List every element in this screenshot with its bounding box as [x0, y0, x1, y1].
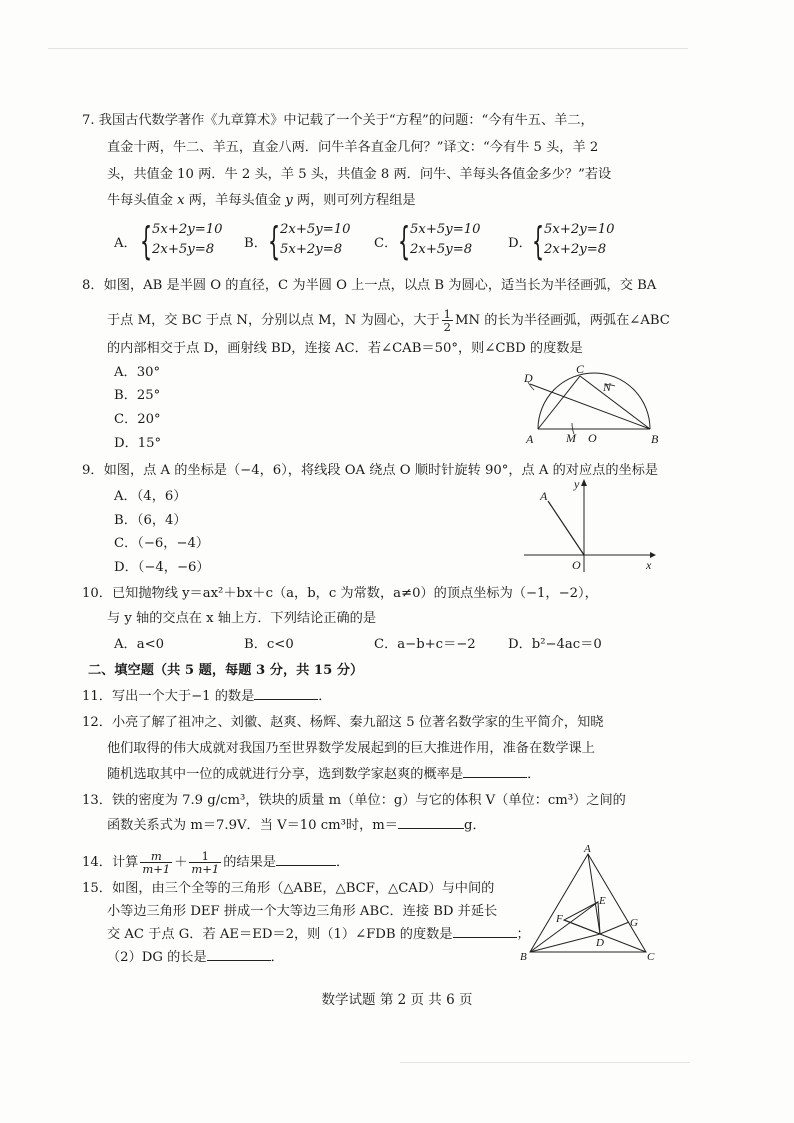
q9-label-o: O — [572, 558, 581, 572]
brace-icon: { — [140, 219, 153, 263]
q7-line-4-b: 两，羊每头值金 — [184, 193, 286, 208]
q7-option-b-label: B． — [244, 236, 267, 251]
q15-line-2: 小等边三角形 DEF 拼成一个大等边三角形 ABC．连接 BD 并延长 — [107, 904, 498, 919]
q9-line-1: 9．如图，点 A 的坐标是（−4，6），将线段 OA 绕点 O 顺时针旋转 90°，点 A 的对应点的坐标是 — [82, 463, 659, 478]
q12-answer-blank[interactable] — [463, 777, 527, 778]
q15-answer-blank-1[interactable] — [453, 937, 517, 938]
q15-line-3 — [107, 926, 530, 944]
q14-f1-den: m+1 — [142, 862, 171, 876]
q8-label-c: C — [576, 362, 585, 376]
q12-line-3-text: 随机选取其中一位的成就进行分享，选到数学家赵爽的概率是 — [107, 767, 464, 782]
q8-line-3: 的内部相交于点 D，画射线 BD，连接 AC．若∠CAB＝50°，则∠CBD 的度数是 — [107, 341, 583, 356]
q15-line-1: 15．如图，由三个全等的三角形（△ABE，△BCF，△CAD）与中间的 — [82, 881, 495, 896]
q9-label-x: x — [646, 558, 652, 572]
q13-answer-blank[interactable] — [398, 828, 464, 829]
page-footer: 数学试题 第 2 页 共 6 页 — [321, 992, 473, 1008]
q8-label-n: N — [603, 380, 612, 394]
q7-option-c-label: C． — [374, 236, 398, 251]
q14-answer-blank[interactable] — [276, 865, 336, 866]
q7-d-eq2: 2x+2y=8 — [544, 242, 607, 257]
bottom-scan-line — [400, 1062, 690, 1063]
q8-option-d[interactable]: D．15° — [114, 436, 162, 451]
q10-option-c[interactable]: C．a−b+c＝−2 — [374, 637, 476, 652]
q8-line-2 — [107, 308, 670, 333]
q12-line-3 — [107, 766, 540, 784]
q7-c-eq1: 5x+5y=10 — [410, 222, 481, 237]
q7-c-eq2: 2x+5y=8 — [410, 242, 473, 257]
q15-label-a: A — [584, 843, 591, 855]
q15-label-e: E — [599, 895, 606, 907]
q12-end: ． — [527, 767, 541, 782]
q9-label-a: A — [540, 489, 548, 503]
section-2-title: 二、填空题（共 5 题，每题 3 分，共 15 分） — [88, 663, 364, 678]
q13-end: g． — [464, 818, 486, 833]
q14-f2-num: 1 — [189, 850, 221, 863]
q15-line-3-end: ； — [516, 927, 530, 942]
q12-line-2: 他们取得的伟大成就对我国乃至世界数学发展起到的巨大推进作用，准备在数学课上 — [107, 741, 595, 756]
q7-line-4 — [107, 192, 416, 210]
q14-post: 的结果是 — [223, 855, 276, 870]
q11-end: ． — [318, 689, 332, 704]
q14-end: ． — [336, 855, 350, 870]
q8-frac-den: 2 — [443, 320, 451, 334]
q15-line-4 — [107, 949, 284, 967]
q7-var-x: x — [177, 193, 185, 208]
q10-option-d[interactable]: D．b²−4ac＝0 — [508, 637, 602, 652]
q7-var-y: y — [285, 193, 293, 208]
q8-frac-num: 1 — [443, 307, 451, 321]
q9-label-y: y — [574, 477, 580, 491]
q7-line-1: 7. 我国古代数学著作《九章算术》中记载了一个关于“方程”的问题：“今有牛五、羊二， — [82, 113, 594, 128]
q10-line-1: 10．已知抛物线 y＝ax²＋bx＋c（a，b，c 为常数，a≠0）的顶点坐标为（−1，−2）， — [82, 586, 598, 601]
q9-option-b[interactable]: B．（6，4） — [114, 513, 187, 528]
q14-pre: 14．计算 — [82, 855, 139, 870]
q8-semicircle-figure — [520, 362, 660, 448]
q7-option-d-label: D． — [508, 236, 532, 251]
q7-a-eq2: 2x+5y=8 — [152, 242, 215, 257]
q15-end: ． — [270, 950, 284, 965]
question-14 — [82, 848, 349, 878]
q15-label-f: F — [556, 913, 563, 925]
q7-line-4-c: 两，则可列方程组是 — [292, 193, 416, 208]
q10-option-a[interactable]: A．a<0 — [114, 637, 165, 652]
q13-line-2 — [107, 817, 486, 835]
q10-line-2: 与 y 轴的交点在 x 轴上方．下列结论正确的是 — [107, 611, 377, 626]
q14-fraction-2 — [189, 850, 221, 875]
q14-f2-den: m+1 — [191, 862, 220, 876]
q8-label-m: M — [566, 431, 576, 445]
question-11 — [82, 688, 331, 706]
q7-b-eq2: 5x+2y=8 — [280, 242, 343, 257]
q8-fraction — [442, 308, 453, 333]
q15-label-g: G — [630, 917, 638, 929]
q15-line-3-text: 交 AC 于点 G．若 AE＝ED＝2，则（1）∠FDB 的度数是 — [107, 927, 453, 942]
q12-line-1: 12．小亮了解了祖冲之、刘徽、赵爽、杨辉、秦九韶这 5 位著名数学家的生平简介，知晓 — [82, 715, 604, 730]
brace-icon: { — [398, 219, 411, 263]
q8-label-d: D — [524, 371, 533, 385]
q15-line-4-text: （2）DG 的长是 — [107, 950, 207, 965]
q7-b-eq1: 2x+5y=10 — [280, 222, 351, 237]
q9-coordinate-figure — [518, 476, 658, 574]
q7-line-2: 直金十两，牛二、羊五，直金八两．问牛羊各直金几何？”译文：“今有牛 5 头，羊 2 — [107, 140, 599, 155]
q9-option-d[interactable]: D．（−4，−6） — [114, 560, 210, 575]
q15-answer-blank-2[interactable] — [207, 960, 271, 961]
q11-text: 11．写出一个大于−1 的数是 — [82, 689, 255, 704]
q7-a-eq1: 5x+2y=10 — [152, 222, 223, 237]
q13-line-1: 13．铁的密度为 7.9 g/cm³，铁块的质量 m（单位：g）与它的体积 V（单位：cm³）之间的 — [82, 793, 626, 808]
q11-answer-blank[interactable] — [254, 699, 318, 700]
q9-option-c[interactable]: C．（−6，−4） — [114, 536, 210, 551]
q7-d-eq1: 5x+2y=10 — [544, 222, 615, 237]
q7-option-a-label: A． — [114, 236, 137, 251]
q15-label-c: C — [647, 951, 655, 963]
q8-label-o: O — [588, 431, 597, 445]
top-scan-line — [48, 48, 688, 49]
q14-fraction-1 — [140, 850, 172, 875]
q10-option-b[interactable]: B．c<0 — [244, 637, 294, 652]
q13-line-2-text: 函数关系式为 m＝7.9V．当 V＝10 cm³时，m＝ — [107, 818, 398, 833]
q8-label-a: A — [526, 432, 534, 446]
q8-option-b[interactable]: B．25° — [114, 388, 161, 403]
q14-plus: ＋ — [174, 855, 188, 870]
q8-line-2-a: 于点 M，交 BC 于点 N，分别以点 M，N 为圆心，大于 — [107, 313, 440, 328]
q7-line-4-a: 牛每头值金 — [107, 193, 178, 208]
q15-label-b: B — [520, 951, 527, 963]
q7-line-3: 头，共值金 10 两．牛 2 头，羊 5 头，共值金 8 两．问牛、羊每头各值金多少？”若设 — [107, 167, 612, 182]
q9-option-a[interactable]: A．（4，6） — [114, 489, 187, 504]
brace-icon: { — [532, 219, 545, 263]
brace-icon: { — [268, 219, 281, 263]
q8-option-c[interactable]: C．20° — [114, 412, 161, 427]
q8-option-a[interactable]: A．30° — [114, 365, 161, 380]
q8-line-1: 8．如图，AB 是半圆 O 的直径，C 为半圆 O 上一点，以点 B 为圆心，适当长为半径画弧，交 BA — [82, 278, 657, 293]
q8-line-2-b: MN 的长为半径画弧，两弧在∠ABC — [454, 313, 670, 328]
q8-label-b: B — [651, 432, 659, 446]
q15-label-d: D — [596, 937, 604, 949]
q15-triangle-figure — [516, 842, 664, 964]
q14-f1-num: m — [140, 850, 172, 863]
